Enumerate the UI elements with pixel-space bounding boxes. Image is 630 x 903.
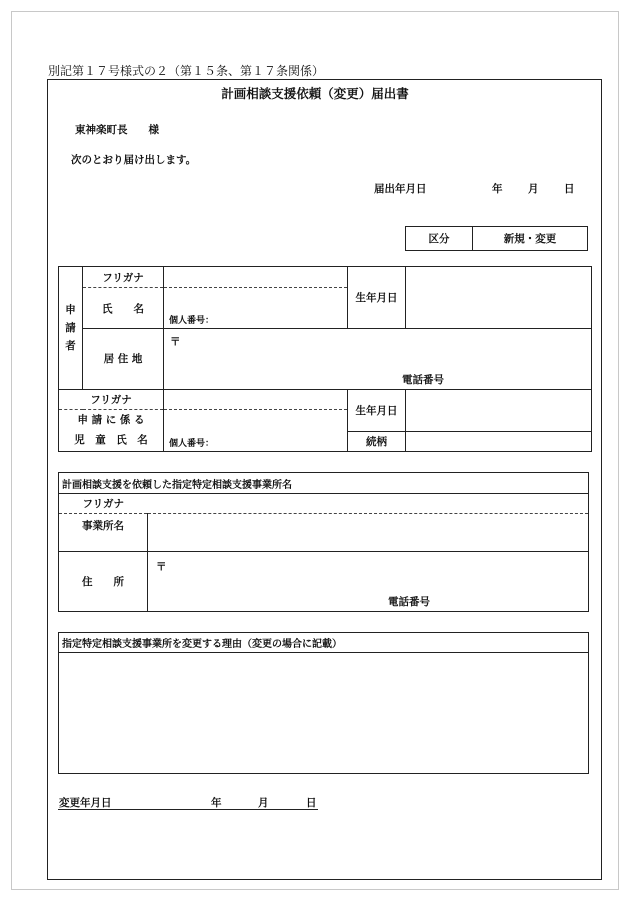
category-box bbox=[405, 226, 588, 251]
applicant-address-label: 居 住 地 bbox=[83, 329, 164, 389]
change-date-month: 月 bbox=[258, 797, 269, 809]
reason-table bbox=[58, 632, 589, 774]
child-furigana-field[interactable] bbox=[164, 389, 348, 409]
applicant-address-field[interactable] bbox=[164, 329, 592, 389]
applicant-name-label: 氏 名 bbox=[83, 288, 164, 329]
intro-text: 次のとおり届け出します。 bbox=[71, 154, 197, 166]
child-name-label-line1: 申 請 に 係 る bbox=[77, 414, 145, 427]
change-date-underline[interactable] bbox=[58, 809, 318, 810]
office-name-field[interactable] bbox=[148, 514, 589, 552]
applicant-phone-label: 電話番号 bbox=[402, 373, 444, 386]
reason-header: 指定特定相談支援事業所を変更する理由（変更の場合に記載） bbox=[59, 633, 589, 653]
applicant-table bbox=[58, 266, 592, 452]
category-value[interactable]: 新規・変更 bbox=[473, 227, 588, 251]
submission-date-label: 届出年月日 bbox=[374, 183, 427, 195]
submission-date-month: 月 bbox=[528, 183, 539, 195]
child-name-field[interactable] bbox=[164, 409, 348, 451]
applicant-birth-label: 生年月日 bbox=[348, 267, 406, 329]
applicant-furigana-label: フリガナ bbox=[83, 267, 164, 288]
applicant-postal-mark: 〒 bbox=[170, 336, 181, 349]
submission-date-year: 年 bbox=[492, 183, 503, 195]
child-furigana-label: フリガナ bbox=[59, 389, 164, 409]
applicant-side-text: 申請者 bbox=[65, 303, 76, 352]
form-number-note: 別記第１７号様式の２（第１５条、第１７条関係） bbox=[48, 64, 325, 78]
submission-date-day: 日 bbox=[564, 183, 575, 195]
office-postal-mark: 〒 bbox=[156, 561, 167, 573]
office-header: 計画相談支援を依頼した指定特定相談支援事業所名 bbox=[59, 473, 589, 494]
office-name-label: 事業所名 bbox=[59, 514, 148, 552]
office-furigana-label: フリガナ bbox=[59, 494, 148, 514]
office-address-field[interactable] bbox=[148, 552, 589, 612]
child-birth-label: 生年月日 bbox=[348, 389, 406, 431]
child-my-number-label: 個人番号： bbox=[169, 439, 215, 449]
applicant-my-number-label: 個人番号： bbox=[169, 316, 215, 327]
addressee: 東神楽町長 様 bbox=[75, 124, 159, 136]
reason-field[interactable] bbox=[59, 653, 589, 774]
child-birth-field[interactable] bbox=[406, 389, 592, 431]
applicant-name-field[interactable] bbox=[164, 288, 348, 329]
child-name-label bbox=[59, 409, 164, 451]
child-relation-label: 続柄 bbox=[348, 431, 406, 451]
office-table bbox=[58, 472, 589, 612]
office-phone-label: 電話番号 bbox=[388, 596, 430, 608]
change-date-day: 日 bbox=[306, 797, 317, 809]
office-furigana-field[interactable] bbox=[148, 494, 589, 514]
applicant-furigana-field[interactable] bbox=[164, 267, 348, 288]
child-name-label-line2: 児 童 氏 名 bbox=[74, 434, 148, 447]
office-address-label: 住 所 bbox=[59, 552, 148, 612]
change-date-label: 変更年月日 bbox=[59, 797, 112, 809]
applicant-birth-field[interactable] bbox=[406, 267, 592, 329]
applicant-side-label bbox=[59, 267, 83, 390]
form-title: 計画相談支援依頼（変更）届出書 bbox=[221, 86, 409, 101]
child-relation-field[interactable] bbox=[406, 431, 592, 451]
category-label: 区分 bbox=[406, 227, 473, 251]
change-date-year: 年 bbox=[211, 797, 222, 809]
